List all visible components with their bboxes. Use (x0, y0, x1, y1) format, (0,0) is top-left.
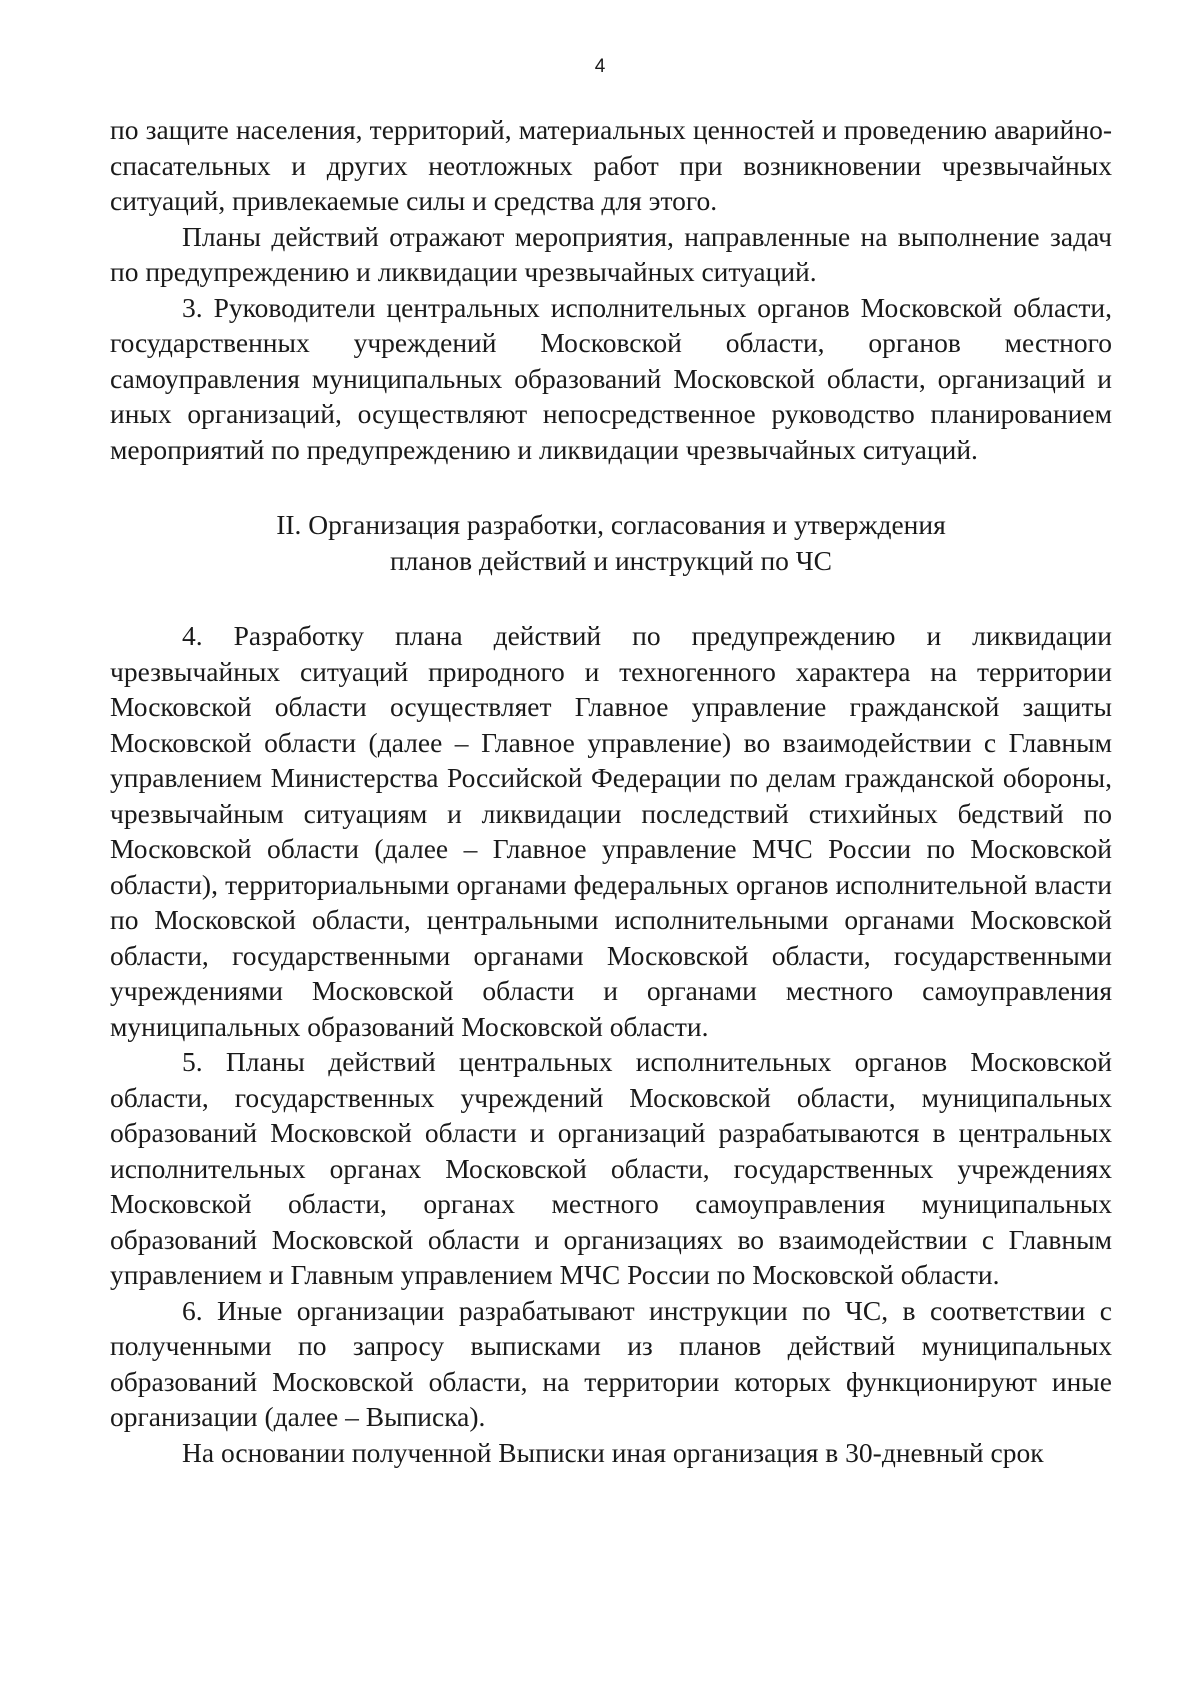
section-heading-line-1: II. Организация разработки, согласования и утверждения (276, 509, 946, 540)
paragraph-item-4: 4. Разработку плана действий по предупреждению и ликвидации чрезвычайных ситуаций природного и техногенного характера на территории Московской области осуществляет Главное управление гражданской защиты Московской области (далее – Главное управление) во взаимодействии с Главным управлением Министерства Российской Федерации по делам гражданской обороны, чрезвычайным ситуациям и ликвидации последствий стихийных бедствий по Московской области (далее – Главное управление МЧС России по Московской области), территориальными органами федеральных органов исполнительной власти по Московской области, центральными исполнительными органами Московской области, государственными органами Московской области, государственными учреждениями Московской области и органами местного самоуправления муниципальных образований Московской области. (110, 620, 1112, 1042)
document-body (110, 112, 1112, 1470)
section-heading (110, 507, 1112, 578)
page-number: 4 (594, 56, 606, 77)
section-heading-line-2: планов действий и инструкций по ЧС (389, 544, 833, 576)
paragraph-item-3: 3. Руководители центральных исполнительных органов Московской области, государственных учреждений Московской области, органов местного самоуправления муниципальных образований Московской области, организаций и иных организаций, осуществляют непосредственное руководство планированием мероприятий по предупреждению и ликвидации чрезвычайных ситуаций. (110, 291, 1112, 465)
paragraph-extract-deadline: На основании полученной Выписки иная организация в 30-дневный срок (182, 1436, 1044, 1468)
paragraph-plans-reflect: Планы действий отражают мероприятия, направленные на выполнение задач по предупреждению и ликвидации чрезвычайных ситуаций. (110, 220, 1112, 287)
paragraph-continuation: по защите населения, территорий, материальных ценностей и проведению аварийно-спасательных и других неотложных работ при возникновении чрезвычайных ситуаций, привлекаемые силы и средства для этого. (110, 114, 1112, 216)
paragraph-item-6: 6. Иные организации разрабатывают инструкции по ЧС, в соответствии с полученными по запросу выписками из планов действий муниципальных образований Московской области, на территории которых функционируют иные организации (далее – Выписка). (110, 1294, 1112, 1432)
paragraph-item-5: 5. Планы действий центральных исполнительных органов Московской области, государственных учреждений Московской области, муниципальных образований Московской области и организаций разрабатываются в центральных исполнительных органах Московской области, государственных учреждениях Московской области, органах местного самоуправления муниципальных образований Московской области и организациях во взаимодействии с Главным управлением и Главным управлением МЧС России по Московской области. (110, 1046, 1112, 1290)
